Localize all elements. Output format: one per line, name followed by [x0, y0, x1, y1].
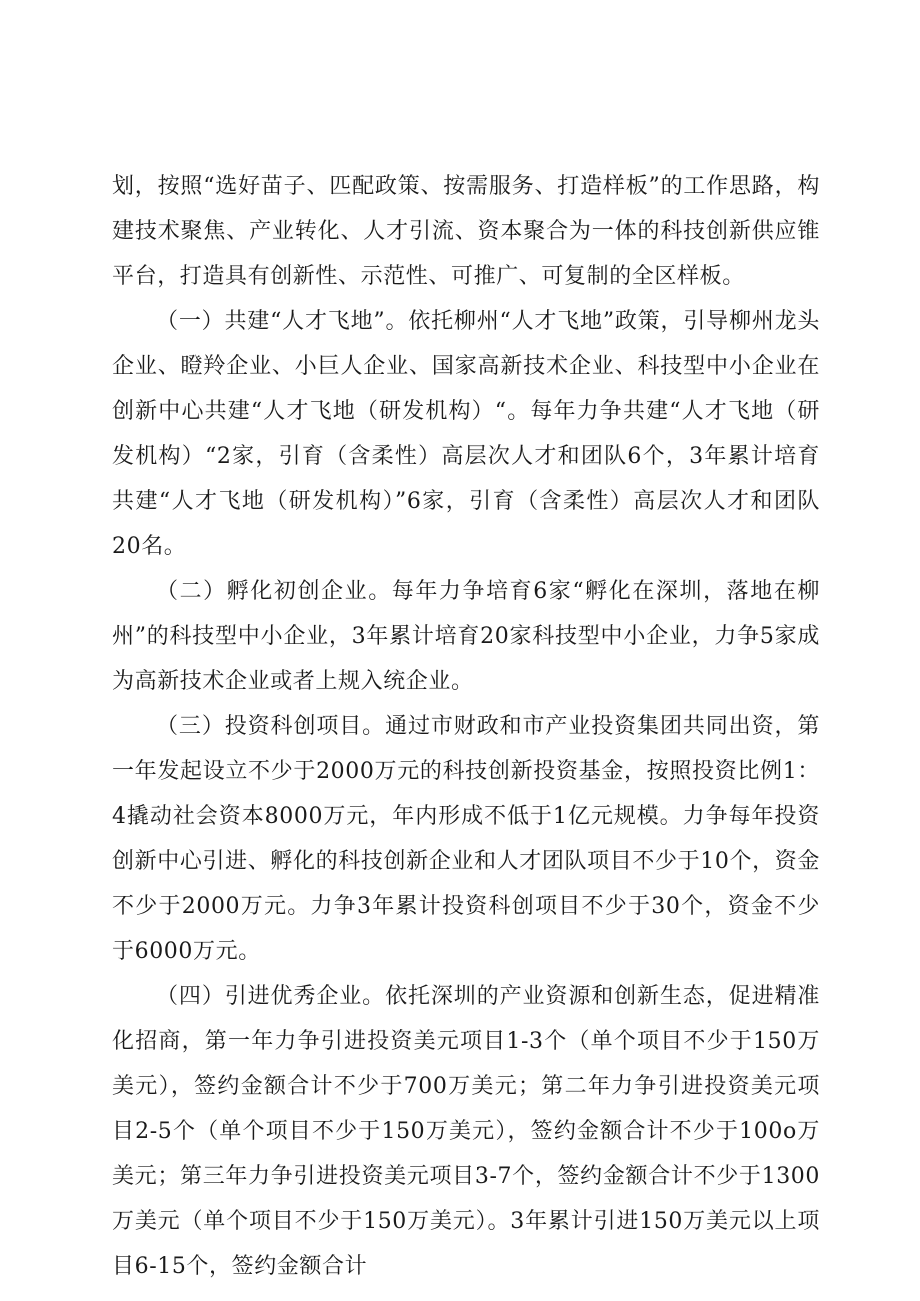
paragraph-talent-enclave: （一）共建“人才飞地”。依托柳州“人才飞地”政策，引导柳州龙头企业、瞪羚企业、小巨人企业、国家高新技术企业、科技型中小企业在创新中心共建“人才飞地（研发机构）“。每年力争共建“人才飞地（研发机构）“2家，引育（含柔性）高层次人才和团队6个，3年累计培育共建“人才飞地（研发机构）”6家，引育（含柔性）高层次人才和团队20名。 [112, 309, 820, 559]
document-body [112, 164, 820, 1289]
paragraph-attract-enterprises: （四）引进优秀企业。依托深圳的产业资源和创新生态，促进精准化招商，第一年力争引进投资美元项目1-3个（单个项目不少于150万美元），签约金额合计不少于700万美元；第二年力争引进投资美元项目2-5个（单个项目不少于150万美元），签约金额合计不少于100o万美元；第三年力争引进投资美元项目3-7个，签约金额合计不少于1300万美元（单个项目不少于150万美元）。3年累计引进150万美元以上项目6-15个，签约金额合计 [112, 984, 820, 1279]
paragraph-invest-projects: （三）投资科创项目。通过市财政和市产业投资集团共同出资，第一年发起设立不少于2000万元的科技创新投资基金，按照投资比例1：4撬动社会资本8000万元，年内形成不低于1亿元规模。力争每年投资创新中心引进、孵化的科技创新企业和人才团队项目不少于10个，资金不少于2000万元。力争3年累计投资科创项目不少于30个，资金不少于6000万元。 [112, 714, 820, 964]
paragraph-incubate-startups: （二）孵化初创企业。每年力争培育6家“孵化在深圳，落地在柳州”的科技型中小企业，3年累计培育20家科技型中小企业，力争5家成为高新技术企业或者上规入统企业。 [112, 579, 820, 694]
paragraph-continuation: 划，按照“选好苗子、匹配政策、按需服务、打造样板”的工作思路，构建技术聚焦、产业转化、人才引流、资本聚合为一体的科技创新供应锥平台，打造具有创新性、示范性、可推广、可复制的全区样板。 [112, 174, 820, 289]
